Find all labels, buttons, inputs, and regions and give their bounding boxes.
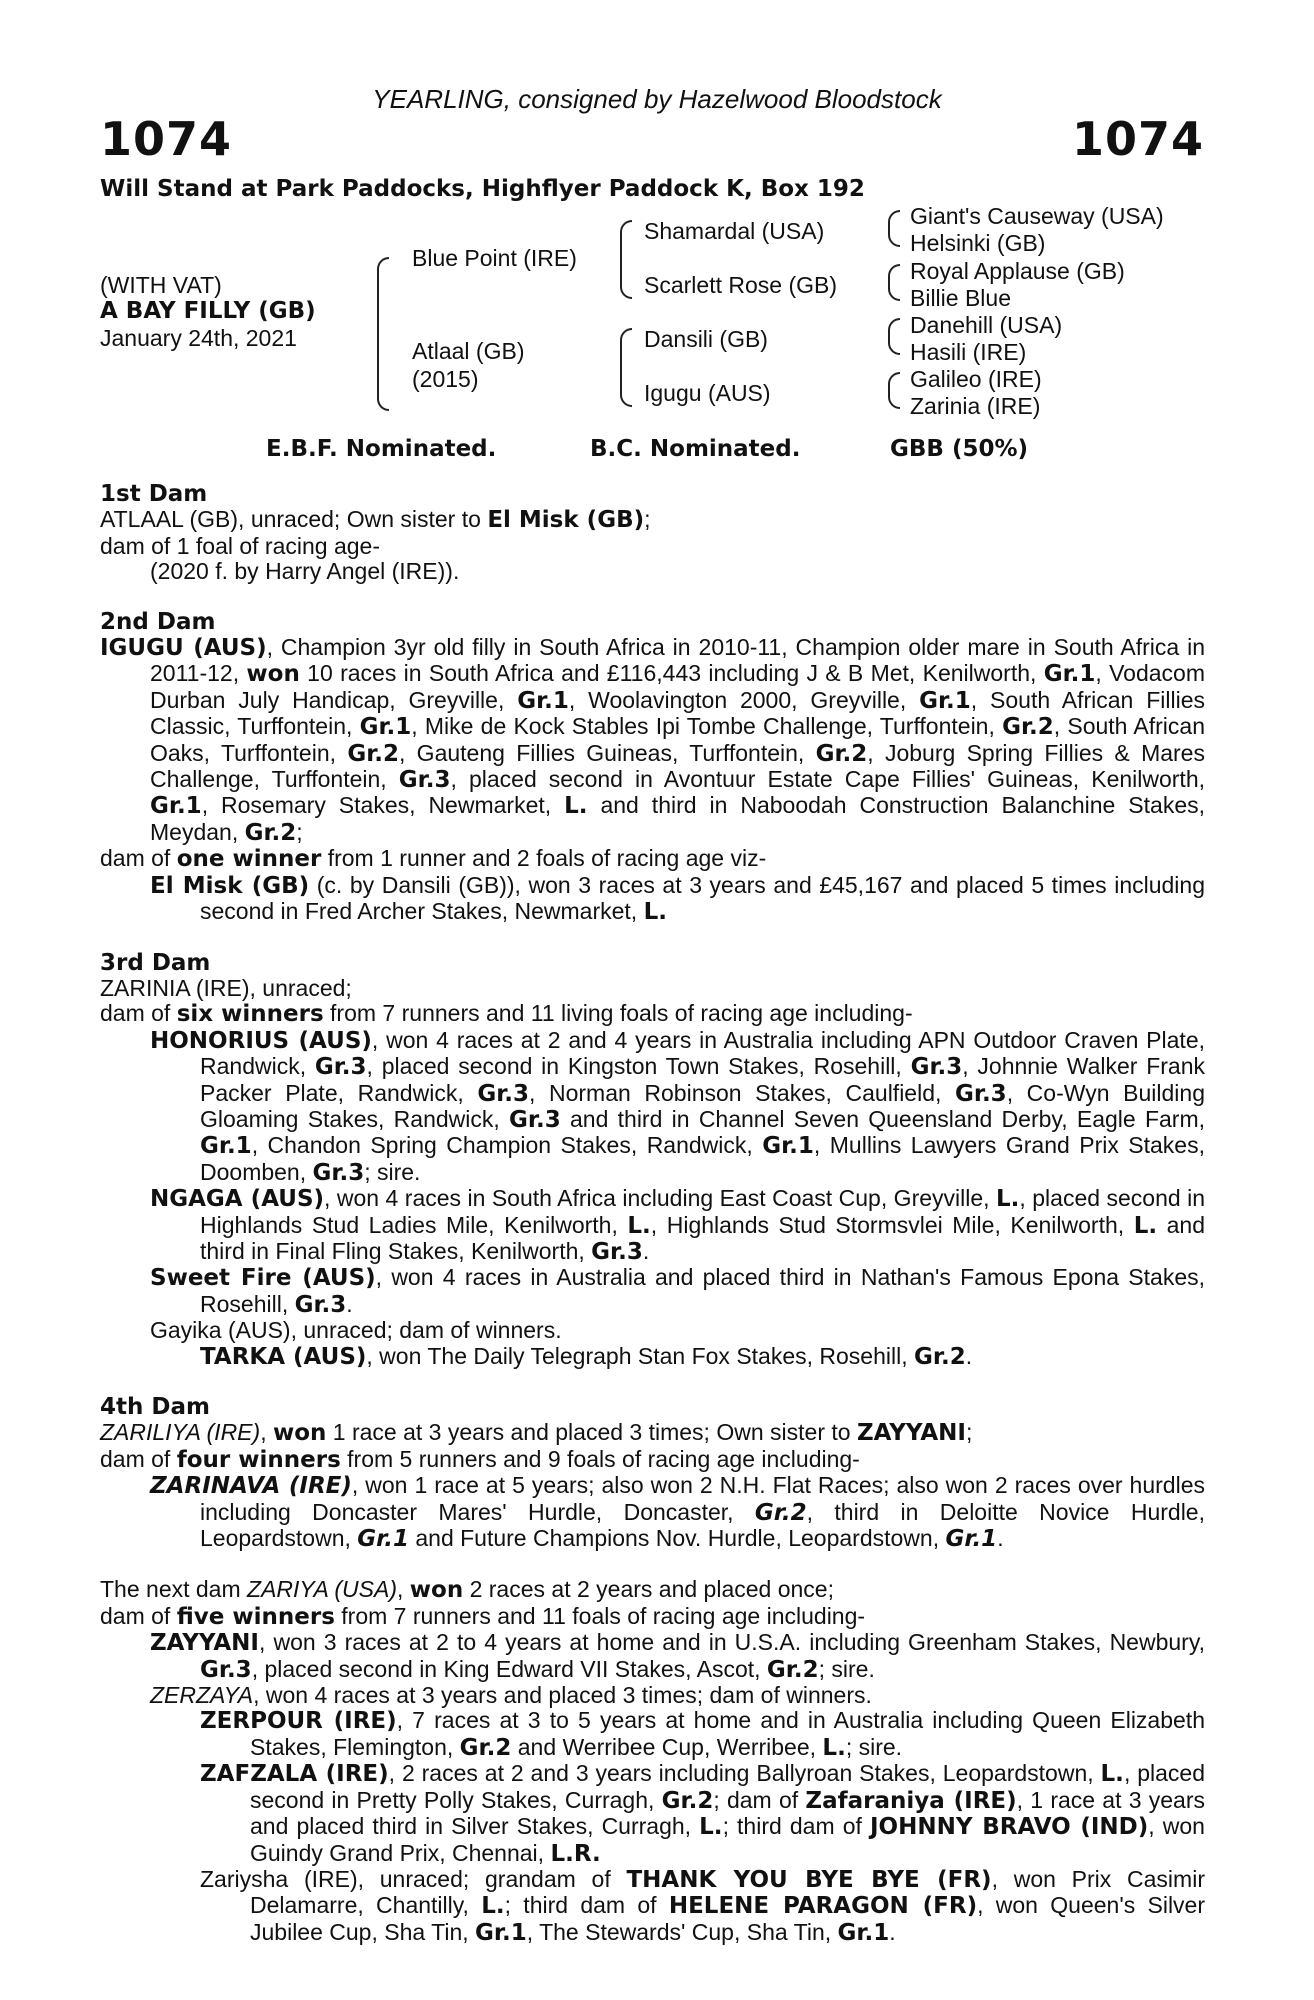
dam-dam: Igugu (AUS) bbox=[644, 380, 771, 406]
dam2-paragraph: IGUGU (AUS), Champion 3yr old filly in South Africa in 2010-11, Champion older mare in South Africa in 2011-12, won 10 races in South Africa and £116,443 including J & B Met, Kenilworth, Gr.1, Vodacom Durban July Handicap, Greyville, Gr.1, Woolavington 2000, Greyville, Gr.1, South African Fillies Classic, Turffontein, Gr.1, Mike de Kock Stables Ipi Tombe Challenge, Turffontein, Gr.2, South African Oaks, Turffontein, Gr.2, Gauteng Fillies Guineas, Turffontein, Gr.2, Joburg Spring Fillies & Mares Challenge, Turffontein, Gr.3, placed second in Avontuur Estate Cape Fillies' Guineas, Kenilworth, Gr.1, Rosemary Stakes, Newmarket, L. and third in Naboodah Construction Balanchine Stakes, Meydan, Gr.2; bbox=[100, 634, 1206, 846]
gbb-nomination: GBB (50%) bbox=[890, 436, 1029, 462]
dam4-paragraph: ZARILIYA (IRE), won 1 race at 3 years and placed 3 times; Own sister to ZAYYANI; bbox=[100, 1419, 973, 1447]
pedigree-bracket bbox=[888, 372, 900, 409]
ancestor-1: Giant's Causeway (USA) bbox=[910, 203, 1164, 229]
ancestor-2: Helsinki (GB) bbox=[910, 230, 1046, 256]
sire-sire: Shamardal (USA) bbox=[644, 218, 825, 244]
section-heading: 1st Dam bbox=[100, 481, 208, 507]
section-heading: 2nd Dam bbox=[100, 608, 216, 635]
dam3-progeny: Sweet Fire (AUS), won 4 races in Australia and placed third in Nathan's Famous Epona Stakes, Rosehill, Gr.3. bbox=[150, 1264, 1205, 1318]
catalogue-body bbox=[100, 482, 1205, 1946]
dam1-paragraph: ATLAAL (GB), unraced; Own sister to El Misk (GB); bbox=[100, 506, 651, 534]
next-dam-progeny: ZERZAYA, won 4 races at 3 years and placed 3 times; dam of winners. bbox=[150, 1682, 872, 1709]
pedigree-bracket bbox=[620, 328, 632, 407]
dam1-paragraph: dam of 1 foal of racing age- bbox=[100, 532, 380, 559]
consignment-header: YEARLING, consigned by Hazelwood Bloodstock bbox=[372, 84, 942, 114]
ebf-nomination: E.B.F. Nominated. bbox=[266, 436, 497, 462]
dam3-paragraph: dam of six winners from 7 runners and 11 living foals of racing age including- bbox=[100, 1000, 913, 1028]
sire-dam: Scarlett Rose (GB) bbox=[644, 272, 837, 298]
dam4-progeny: ZARINAVA (IRE), won 1 race at 5 years; also won 2 N.H. Flat Races; also won 2 races over hurdles including Doncaster Mares' Hurdle, Doncaster, Gr.2, third in Deloitte Novice Hurdle, Leopardstown, Gr.1 and Future Champions Nov. Hurdle, Leopardstown, Gr.1. bbox=[150, 1472, 1205, 1553]
dam2-paragraph: dam of one winner from 1 runner and 2 foals of racing age viz- bbox=[100, 845, 767, 873]
section-heading: 4th Dam bbox=[100, 1394, 210, 1420]
dam3-progeny: HONORIUS (AUS), won 4 races at 2 and 4 years in Australia including APN Outdoor Craven Plate, Randwick, Gr.3, placed second in Kingston Town Stakes, Rosehill, Gr.3, Johnnie Walker Frank Packer Plate, Randwick, Gr.3, Norman Robinson Stakes, Caulfield, Gr.3, Co-Wyn Building Gloaming Stakes, Randwick, Gr.3 and third in Channel Seven Queensland Derby, Eagle Farm, Gr.1, Chandon Spring Champion Stakes, Randwick, Gr.1, Mullins Lawyers Grand Prix Stakes, Doomben, Gr.3; sire. bbox=[150, 1026, 1206, 1186]
ancestor-7: Galileo (IRE) bbox=[910, 366, 1042, 392]
dam2-progeny: El Misk (GB) (c. by Dansili (GB)), won 3 races at 3 years and £45,167 and placed 5 times including second in Fred Archer Stakes, Newmarket, L. bbox=[150, 871, 1205, 926]
lot-number-right: 1074 bbox=[1071, 112, 1204, 166]
dam3-grandprogeny: TARKA (AUS), won The Daily Telegraph Stan Fox Stakes, Rosehill, Gr.2. bbox=[200, 1342, 973, 1370]
pedigree-bracket bbox=[888, 210, 900, 247]
next-dam-grandprogeny: ZERPOUR (IRE), 7 races at 3 to 5 years at home and in Australia including Queen Elizabeth Stakes, Flemington, Gr.2 and Werribee Cup, Werribee, L.; sire. bbox=[200, 1707, 1205, 1761]
dam3-paragraph: ZARINIA (IRE), unraced; bbox=[100, 974, 352, 1001]
next-dam-grandprogeny: ZAFZALA (IRE), 2 races at 2 and 3 years including Ballyroan Stakes, Leopardstown, L., placed second in Pretty Polly Stakes, Curragh, Gr.2; dam of Zafaraniya (IRE), 1 race at 3 years and placed third in Silver Stakes, Curragh, L.; third dam of JOHNNY BRAVO (IND), won Guindy Grand Prix, Chennai, L.R. bbox=[200, 1760, 1206, 1867]
section-heading: 3rd Dam bbox=[100, 949, 211, 976]
next-dam-paragraph: dam of five winners from 7 runners and 11 foals of racing age including- bbox=[100, 1602, 866, 1630]
dam: Atlaal (GB) bbox=[412, 338, 525, 364]
lot-number-left: 1074 bbox=[100, 112, 233, 166]
stand-location: Will Stand at Park Paddocks, Highflyer Paddock K, Box 192 bbox=[100, 176, 865, 202]
pedigree-bracket bbox=[888, 264, 900, 301]
dam3-progeny: Gayika (AUS), unraced; dam of winners. bbox=[150, 1317, 562, 1344]
ancestor-3: Royal Applause (GB) bbox=[910, 258, 1125, 284]
horse-name: A BAY FILLY (GB) bbox=[100, 298, 316, 324]
ancestor-6: Hasili (IRE) bbox=[910, 339, 1027, 365]
ancestor-8: Zarinia (IRE) bbox=[910, 393, 1041, 419]
pedigree-bracket bbox=[888, 318, 900, 355]
dam-year: (2015) bbox=[412, 366, 479, 392]
next-dam-grandprogeny: Zariysha (IRE), unraced; grandam of THANK YOU BYE BYE (FR), won Prix Casimir Delamarre, Chantilly, L.; third dam of HELENE PARAGON (FR), won Queen's Silver Jubilee Cup, Sha Tin, Gr.1, The Stewards' Cup, Sha Tin, Gr.1. bbox=[200, 1865, 1206, 1946]
vat-note: (WITH VAT) bbox=[100, 272, 222, 298]
sire: Blue Point (IRE) bbox=[412, 245, 577, 271]
dam4-paragraph: dam of four winners from 5 runners and 9 foals of racing age including- bbox=[100, 1445, 860, 1473]
pedigree-bracket bbox=[377, 257, 389, 411]
next-dam-progeny: ZAYYANI, won 3 races at 2 to 4 years at home and in U.S.A. including Greenham Stakes, Newbury, Gr.3, placed second in King Edward VII Stakes, Ascot, Gr.2; sire. bbox=[150, 1629, 1205, 1683]
next-dam-paragraph: The next dam ZARIYA (USA), won 2 races at 2 years and placed once; bbox=[100, 1576, 834, 1604]
dam3-progeny: NGAGA (AUS), won 4 races in South Africa including East Coast Cup, Greyville, L., placed second in Highlands Stud Ladies Mile, Kenilworth, L., Highlands Stud Stormsvlei Mile, Kenilworth, L. and third in Final Fling Stakes, Kenilworth, Gr.3. bbox=[150, 1185, 1206, 1265]
dam1-foal: (2020 f. by Harry Angel (IRE)). bbox=[150, 558, 460, 585]
foaling-date: January 24th, 2021 bbox=[100, 325, 297, 351]
ancestor-4: Billie Blue bbox=[910, 285, 1011, 311]
bc-nomination: B.C. Nominated. bbox=[590, 436, 801, 462]
pedigree-bracket bbox=[620, 220, 632, 299]
ancestor-5: Danehill (USA) bbox=[910, 312, 1063, 338]
dam-sire: Dansili (GB) bbox=[644, 326, 768, 352]
